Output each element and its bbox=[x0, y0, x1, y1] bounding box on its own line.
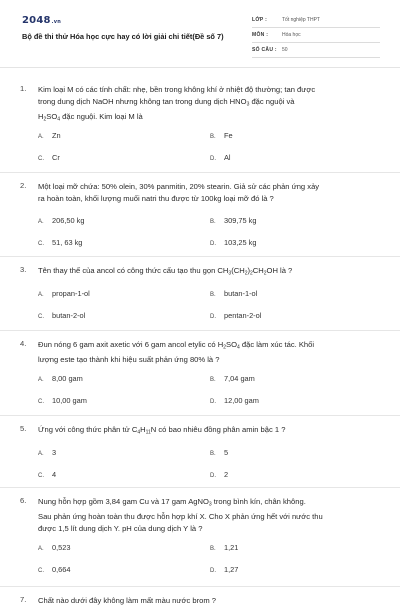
question-number: 7. bbox=[20, 595, 27, 604]
answer-option[interactable] bbox=[210, 131, 233, 140]
option-text: Zn bbox=[52, 130, 61, 140]
option-letter: D. bbox=[210, 399, 216, 405]
option-text: 0,664 bbox=[52, 564, 71, 574]
option-text: 309,75 kg bbox=[224, 216, 257, 225]
answer-option[interactable] bbox=[38, 289, 90, 298]
option-text: 10,00 gam bbox=[52, 396, 87, 405]
option-letter: C. bbox=[38, 155, 44, 162]
option-text: 206,50 kg bbox=[52, 216, 85, 225]
header-divider bbox=[0, 67, 400, 68]
question-separator bbox=[0, 586, 400, 587]
option-letter: B. bbox=[210, 291, 216, 298]
option-text: 1,21 bbox=[224, 542, 239, 552]
question-number: 6. bbox=[20, 496, 27, 505]
answer-option[interactable] bbox=[38, 565, 71, 574]
option-letter: B. bbox=[210, 133, 216, 140]
answer-option[interactable] bbox=[38, 238, 82, 247]
answer-option[interactable] bbox=[210, 216, 256, 225]
option-letter: D. bbox=[210, 567, 216, 574]
option-letter: A. bbox=[38, 450, 44, 457]
answer-option[interactable] bbox=[210, 396, 259, 405]
question-text bbox=[38, 595, 386, 607]
answer-option[interactable] bbox=[38, 131, 61, 140]
option-text: 8,00 gam bbox=[52, 374, 83, 383]
option-letter: C. bbox=[38, 472, 44, 479]
option-text: 3 bbox=[52, 447, 57, 457]
question-text bbox=[38, 84, 386, 126]
option-letter: C. bbox=[38, 313, 44, 320]
exam-meta bbox=[252, 13, 380, 58]
socau-label: SỐ CÂU : bbox=[252, 47, 277, 53]
answer-option[interactable] bbox=[38, 396, 87, 405]
option-letter: C. bbox=[38, 241, 44, 247]
question-text-line: ra hoàn toàn, khối lượng muối natri thu được từ 100kg loại mỡ đó là ? bbox=[38, 193, 274, 203]
option-letter: C. bbox=[38, 567, 44, 574]
question-text-line: Nung hỗn hợp gồm 3,84 gam Cu và 17 gam AgNO$_3$ trong bình kín, chân không. bbox=[38, 497, 306, 508]
answer-option[interactable] bbox=[38, 543, 71, 552]
exam-title: Bộ đề thi thử Hóa học cực hay có lời giải chi tiết(Đề số 7) bbox=[22, 32, 224, 41]
lop-label: LỚP : bbox=[252, 17, 268, 23]
site-logo[interactable] bbox=[22, 15, 61, 26]
question-text-line: Chất nào dưới đây không làm mất màu nước brom ? bbox=[38, 596, 216, 605]
question-separator bbox=[0, 415, 400, 416]
lop-value: Tốt nghiệp THPT bbox=[282, 17, 320, 23]
mon-label: MÔN : bbox=[252, 32, 269, 38]
option-text: 51, 63 kg bbox=[52, 238, 83, 247]
answer-option[interactable] bbox=[210, 311, 261, 320]
page-header bbox=[0, 0, 400, 60]
option-text: butan-2-ol bbox=[52, 310, 86, 320]
option-letter: A. bbox=[38, 219, 44, 225]
option-text: pentan-2-ol bbox=[224, 310, 262, 320]
question-text-line: Ứng với công thức phân tử $C_4H_{11}N$ có bao nhiêu đồng phân amin bậc 1 ? bbox=[38, 425, 286, 436]
answer-option[interactable] bbox=[38, 216, 84, 225]
question-text bbox=[38, 424, 386, 439]
answer-option[interactable] bbox=[210, 238, 256, 247]
answer-option[interactable] bbox=[38, 153, 60, 162]
answer-option[interactable] bbox=[38, 470, 56, 479]
option-text: 0,523 bbox=[52, 542, 71, 552]
option-letter: D. bbox=[210, 241, 216, 247]
option-text: 1,27 bbox=[224, 564, 239, 574]
option-text: 4 bbox=[52, 469, 57, 479]
option-text: 12,00 gam bbox=[224, 396, 259, 405]
question-text bbox=[38, 496, 386, 534]
option-letter: D. bbox=[210, 313, 216, 320]
option-text: Al bbox=[224, 152, 231, 162]
question-text-line: Đun nóng 6 gam axit axetic với 6 gam ancol etylic có $H_2SO_4$ đặc làm xúc tác. Khối bbox=[38, 340, 315, 351]
question-text-line: Một loại mỡ chứa: 50% olein, 30% panmitin, 20% stearin. Giả sử các phản ứng xảy bbox=[38, 182, 320, 191]
option-text: butan-1-ol bbox=[224, 288, 258, 298]
question-number: 3. bbox=[20, 265, 27, 274]
question-separator bbox=[0, 256, 400, 257]
option-text: 5 bbox=[224, 447, 229, 457]
option-text: Cr bbox=[52, 152, 60, 162]
question-separator bbox=[0, 172, 400, 173]
question-text-line: lượng este tạo thành khi hiệu suất phản ứng 80% là ? bbox=[38, 355, 220, 364]
question-text-line: Sau phản ứng hoàn toàn thu được hỗn hợp khí X. Cho X phản ứng hết với nước thu bbox=[38, 512, 323, 521]
question-number: 2. bbox=[20, 181, 27, 190]
meta-row-lop bbox=[252, 13, 380, 28]
answer-option[interactable] bbox=[38, 374, 83, 383]
option-text: 7,04 gam bbox=[224, 374, 255, 383]
question-text bbox=[38, 181, 386, 204]
answer-option[interactable] bbox=[210, 448, 228, 457]
meta-row-mon bbox=[252, 28, 380, 43]
question-text-line: $H_2SO_4$ đặc nguội. Kim loại M là bbox=[38, 111, 143, 122]
option-text: propan-1-ol bbox=[52, 288, 90, 298]
option-letter: A. bbox=[38, 291, 44, 298]
question-text bbox=[38, 265, 386, 280]
option-letter: A. bbox=[38, 377, 44, 383]
question-number: 1. bbox=[20, 84, 27, 93]
question-text-line: Tên thay thế của ancol có công thức cấu tạo thu gọn $CH_3(CH_2)_2CH_2OH$ là ? bbox=[38, 266, 293, 277]
option-letter: B. bbox=[210, 450, 216, 457]
question-text-line: được 1,5 lít dung dịch Y. pH của dung dịch Y là ? bbox=[38, 523, 203, 533]
meta-row-socau bbox=[252, 43, 380, 58]
logo-suffix: .vn bbox=[51, 19, 61, 25]
option-text: 103,25 kg bbox=[224, 238, 257, 247]
logo-text: 2048 bbox=[22, 15, 51, 26]
option-letter: B. bbox=[210, 377, 216, 383]
option-letter: D. bbox=[210, 155, 216, 162]
question-number: 4. bbox=[20, 339, 27, 348]
question-number: 5. bbox=[20, 424, 27, 433]
option-text: Fe bbox=[224, 130, 233, 140]
answer-option[interactable] bbox=[210, 374, 255, 383]
option-letter: D. bbox=[210, 472, 216, 479]
answer-option[interactable] bbox=[210, 289, 257, 298]
option-letter: C. bbox=[38, 399, 44, 405]
answer-option[interactable] bbox=[210, 470, 228, 479]
question-text bbox=[38, 339, 386, 366]
answer-option[interactable] bbox=[38, 311, 85, 320]
option-letter: A. bbox=[38, 545, 44, 552]
answer-option[interactable] bbox=[38, 448, 56, 457]
option-letter: B. bbox=[210, 545, 216, 552]
question-separator bbox=[0, 487, 400, 488]
socau-value: 50 bbox=[282, 47, 288, 53]
question-separator bbox=[0, 330, 400, 331]
mon-value: Hóa học bbox=[282, 32, 301, 38]
option-text: 2 bbox=[224, 469, 229, 479]
option-letter: B. bbox=[210, 219, 216, 225]
option-letter: A. bbox=[38, 133, 44, 140]
answer-option[interactable] bbox=[210, 153, 231, 162]
question-text-line: Kim loại M có các tính chất: nhẹ, bền trong không khí ở nhiệt độ thường; tan được bbox=[38, 85, 316, 94]
answer-option[interactable] bbox=[210, 543, 238, 552]
answer-option[interactable] bbox=[210, 565, 238, 574]
question-text-line: trong dung dịch NaOH nhưng không tan trong dung dịch $HNO_3$ đặc nguội và bbox=[38, 96, 295, 107]
